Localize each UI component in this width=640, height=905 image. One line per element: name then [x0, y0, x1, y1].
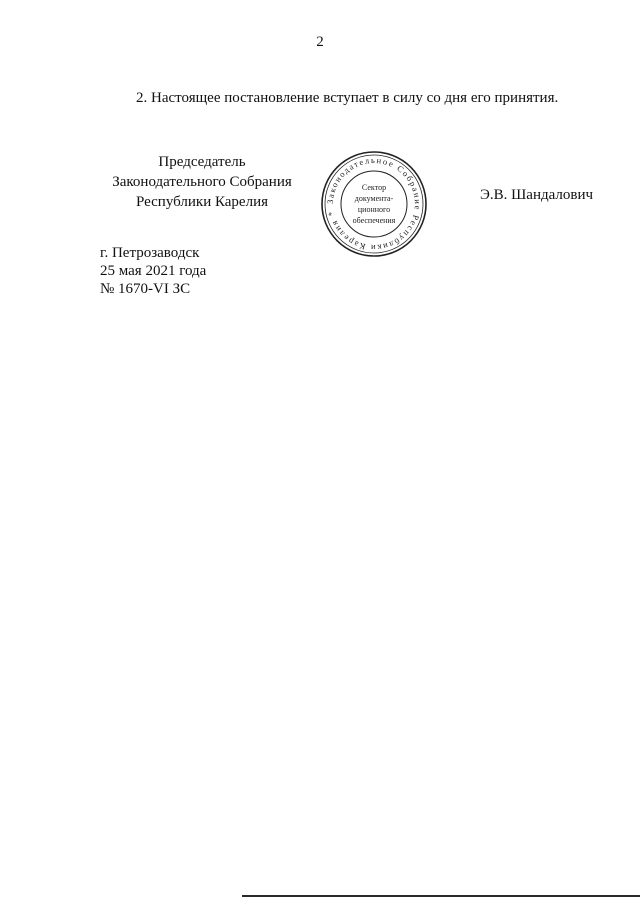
stamp-center-line-2: документа-	[354, 194, 394, 203]
stamp-center-line-3: ционного	[357, 205, 391, 214]
signer-title-line-1: Председатель	[158, 154, 246, 170]
official-stamp	[320, 150, 428, 258]
stamp-center-line-1: Сектор	[361, 183, 387, 192]
place-date-block	[100, 244, 206, 298]
stamp-ring-text: Законодательное Собрание Республики Карелия *	[324, 154, 424, 254]
body-paragraph: 2. Настоящее постановление вступает в силу со дня его принятия.	[136, 90, 559, 106]
stamp-seal	[320, 150, 428, 258]
signer-title-line-2: Законодательного Собрания	[112, 174, 292, 190]
signer-name: Э.В. Шандалович	[480, 187, 594, 203]
stamp-center-line-4: обеспечения	[352, 216, 396, 225]
city: г. Петрозаводск	[100, 245, 200, 261]
page-number: 2	[316, 34, 324, 50]
document-number: № 1670-VI ЗС	[100, 281, 191, 297]
signer-title-line-3: Республики Карелия	[135, 194, 269, 210]
bottom-divider	[242, 895, 640, 897]
signer-title	[96, 152, 308, 212]
document-date: 25 мая 2021 года	[100, 263, 207, 279]
